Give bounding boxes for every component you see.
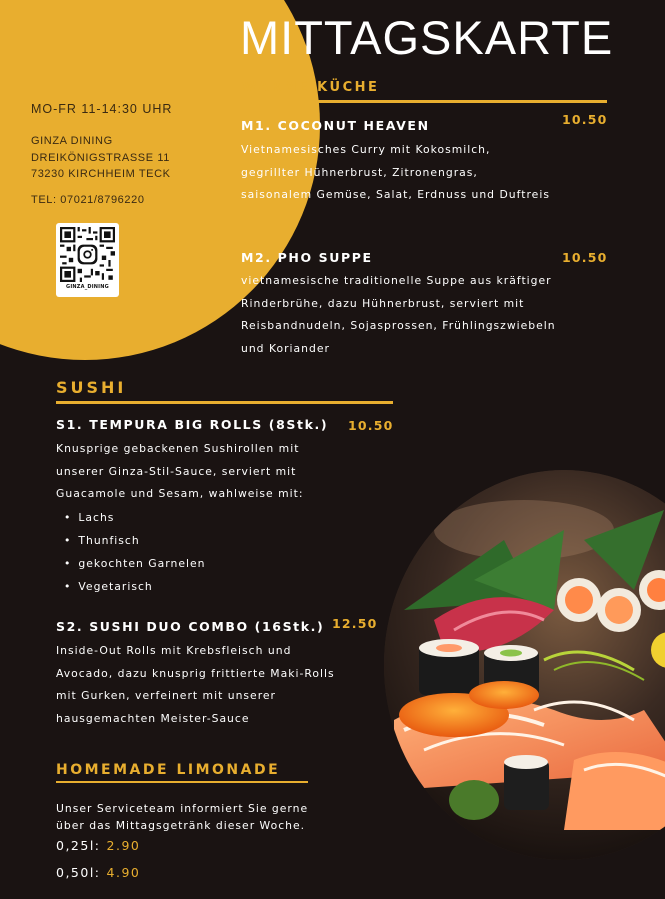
description-line: Rinderbrühe, dazu Hühnerbrust, serviert mit	[241, 296, 525, 310]
opening-hours: MO-FR 11-14:30 UHR	[31, 102, 173, 116]
menu-item-title: M2. PHO SUPPE	[241, 250, 373, 265]
qr-code-icon	[60, 227, 115, 282]
description-line: saisonalem Gemüse, Salat, Erdnuss und Duftreis	[241, 188, 550, 201]
menu-item-description	[56, 640, 335, 730]
menu-item-title: S2. SUSHI DUO COMBO (16Stk.)	[56, 619, 325, 634]
menu-item-title: S1. TEMPURA BIG ROLLS (8Stk.)	[56, 417, 329, 432]
section-divider	[240, 100, 607, 103]
list-item: • gekochten Garnelen	[64, 552, 205, 575]
list-item: • Thunfisch	[64, 529, 205, 552]
menu-item-price: 10.50	[562, 250, 608, 265]
description-line: gegrillter Hühnerbrust, Zitronengras,	[241, 165, 478, 179]
description-line: Knusprige gebackenen Sushirollen mit	[56, 442, 300, 455]
description-line: Guacamole und Sesam, wahlweise mit:	[56, 487, 304, 500]
sushi-photo	[384, 470, 665, 860]
section-heading-warme-kueche: WARME KÜCHE	[242, 80, 380, 95]
address-block	[31, 133, 171, 183]
list-item: • Lachs	[64, 506, 205, 529]
qr-label: GINZA_DINING	[66, 284, 109, 290]
option-list	[64, 506, 205, 598]
description-line: Avocado, dazu knusprig frittierte Maki-Rolls	[56, 666, 335, 680]
size-label: 0,25l:	[56, 838, 101, 853]
description-line: Reisbandnudeln, Sojasprossen, Frühlingszwiebeln	[241, 319, 556, 332]
menu-item-price: 12.50	[332, 616, 378, 631]
description-line: vietnamesische traditionelle Suppe aus kräftiger	[241, 274, 552, 287]
sushi-platter-image	[384, 470, 665, 860]
description-line: hausgemachten Meister-Sauce	[56, 711, 250, 725]
description-line: über das Mittagsgetränk dieser Woche.	[56, 819, 306, 832]
description-line: und Koriander	[241, 341, 330, 355]
telephone: TEL: 07021/8796220	[31, 194, 145, 206]
qr-code[interactable]	[56, 223, 119, 297]
list-item: • Vegetarisch	[64, 575, 205, 598]
size-price: 4.90	[106, 865, 141, 880]
page-title: MITTAGSKARTE	[240, 11, 614, 64]
menu-item-description	[241, 139, 550, 207]
section-heading-sushi: SUSHI	[56, 378, 127, 397]
section-heading-limonade: HOMEMADE LIMONADE	[56, 762, 281, 778]
size-price: 2.90	[106, 838, 141, 853]
size-price-line	[56, 838, 140, 853]
menu-item-price: 10.50	[562, 112, 608, 127]
size-price-line	[56, 865, 140, 880]
section-divider	[56, 401, 393, 404]
description-line: Unser Serviceteam informiert Sie gerne	[56, 802, 309, 815]
menu-item-description	[241, 270, 556, 360]
menu-item-description	[56, 438, 304, 506]
description-line: mit Gurken, verfeinert mit unserer	[56, 689, 276, 702]
limonade-description	[56, 800, 308, 834]
description-line: Vietnamesisches Curry mit Kokosmilch,	[241, 143, 491, 156]
description-line: unserer Ginza-Stil-Sauce, serviert mit	[56, 464, 297, 478]
section-divider	[56, 781, 308, 783]
size-label: 0,50l:	[56, 865, 101, 880]
address-line: 73230 KIRCHHEIM TECK	[31, 168, 171, 180]
menu-item-price: 10.50	[348, 418, 394, 433]
address-line: GINZA DINING	[31, 135, 113, 147]
menu-item-title: M1. COCONUT HEAVEN	[241, 118, 430, 133]
address-line: DREIKÖNIGSTRASSE 11	[31, 151, 170, 164]
description-line: Inside-Out Rolls mit Krebsfleisch und	[56, 644, 292, 657]
